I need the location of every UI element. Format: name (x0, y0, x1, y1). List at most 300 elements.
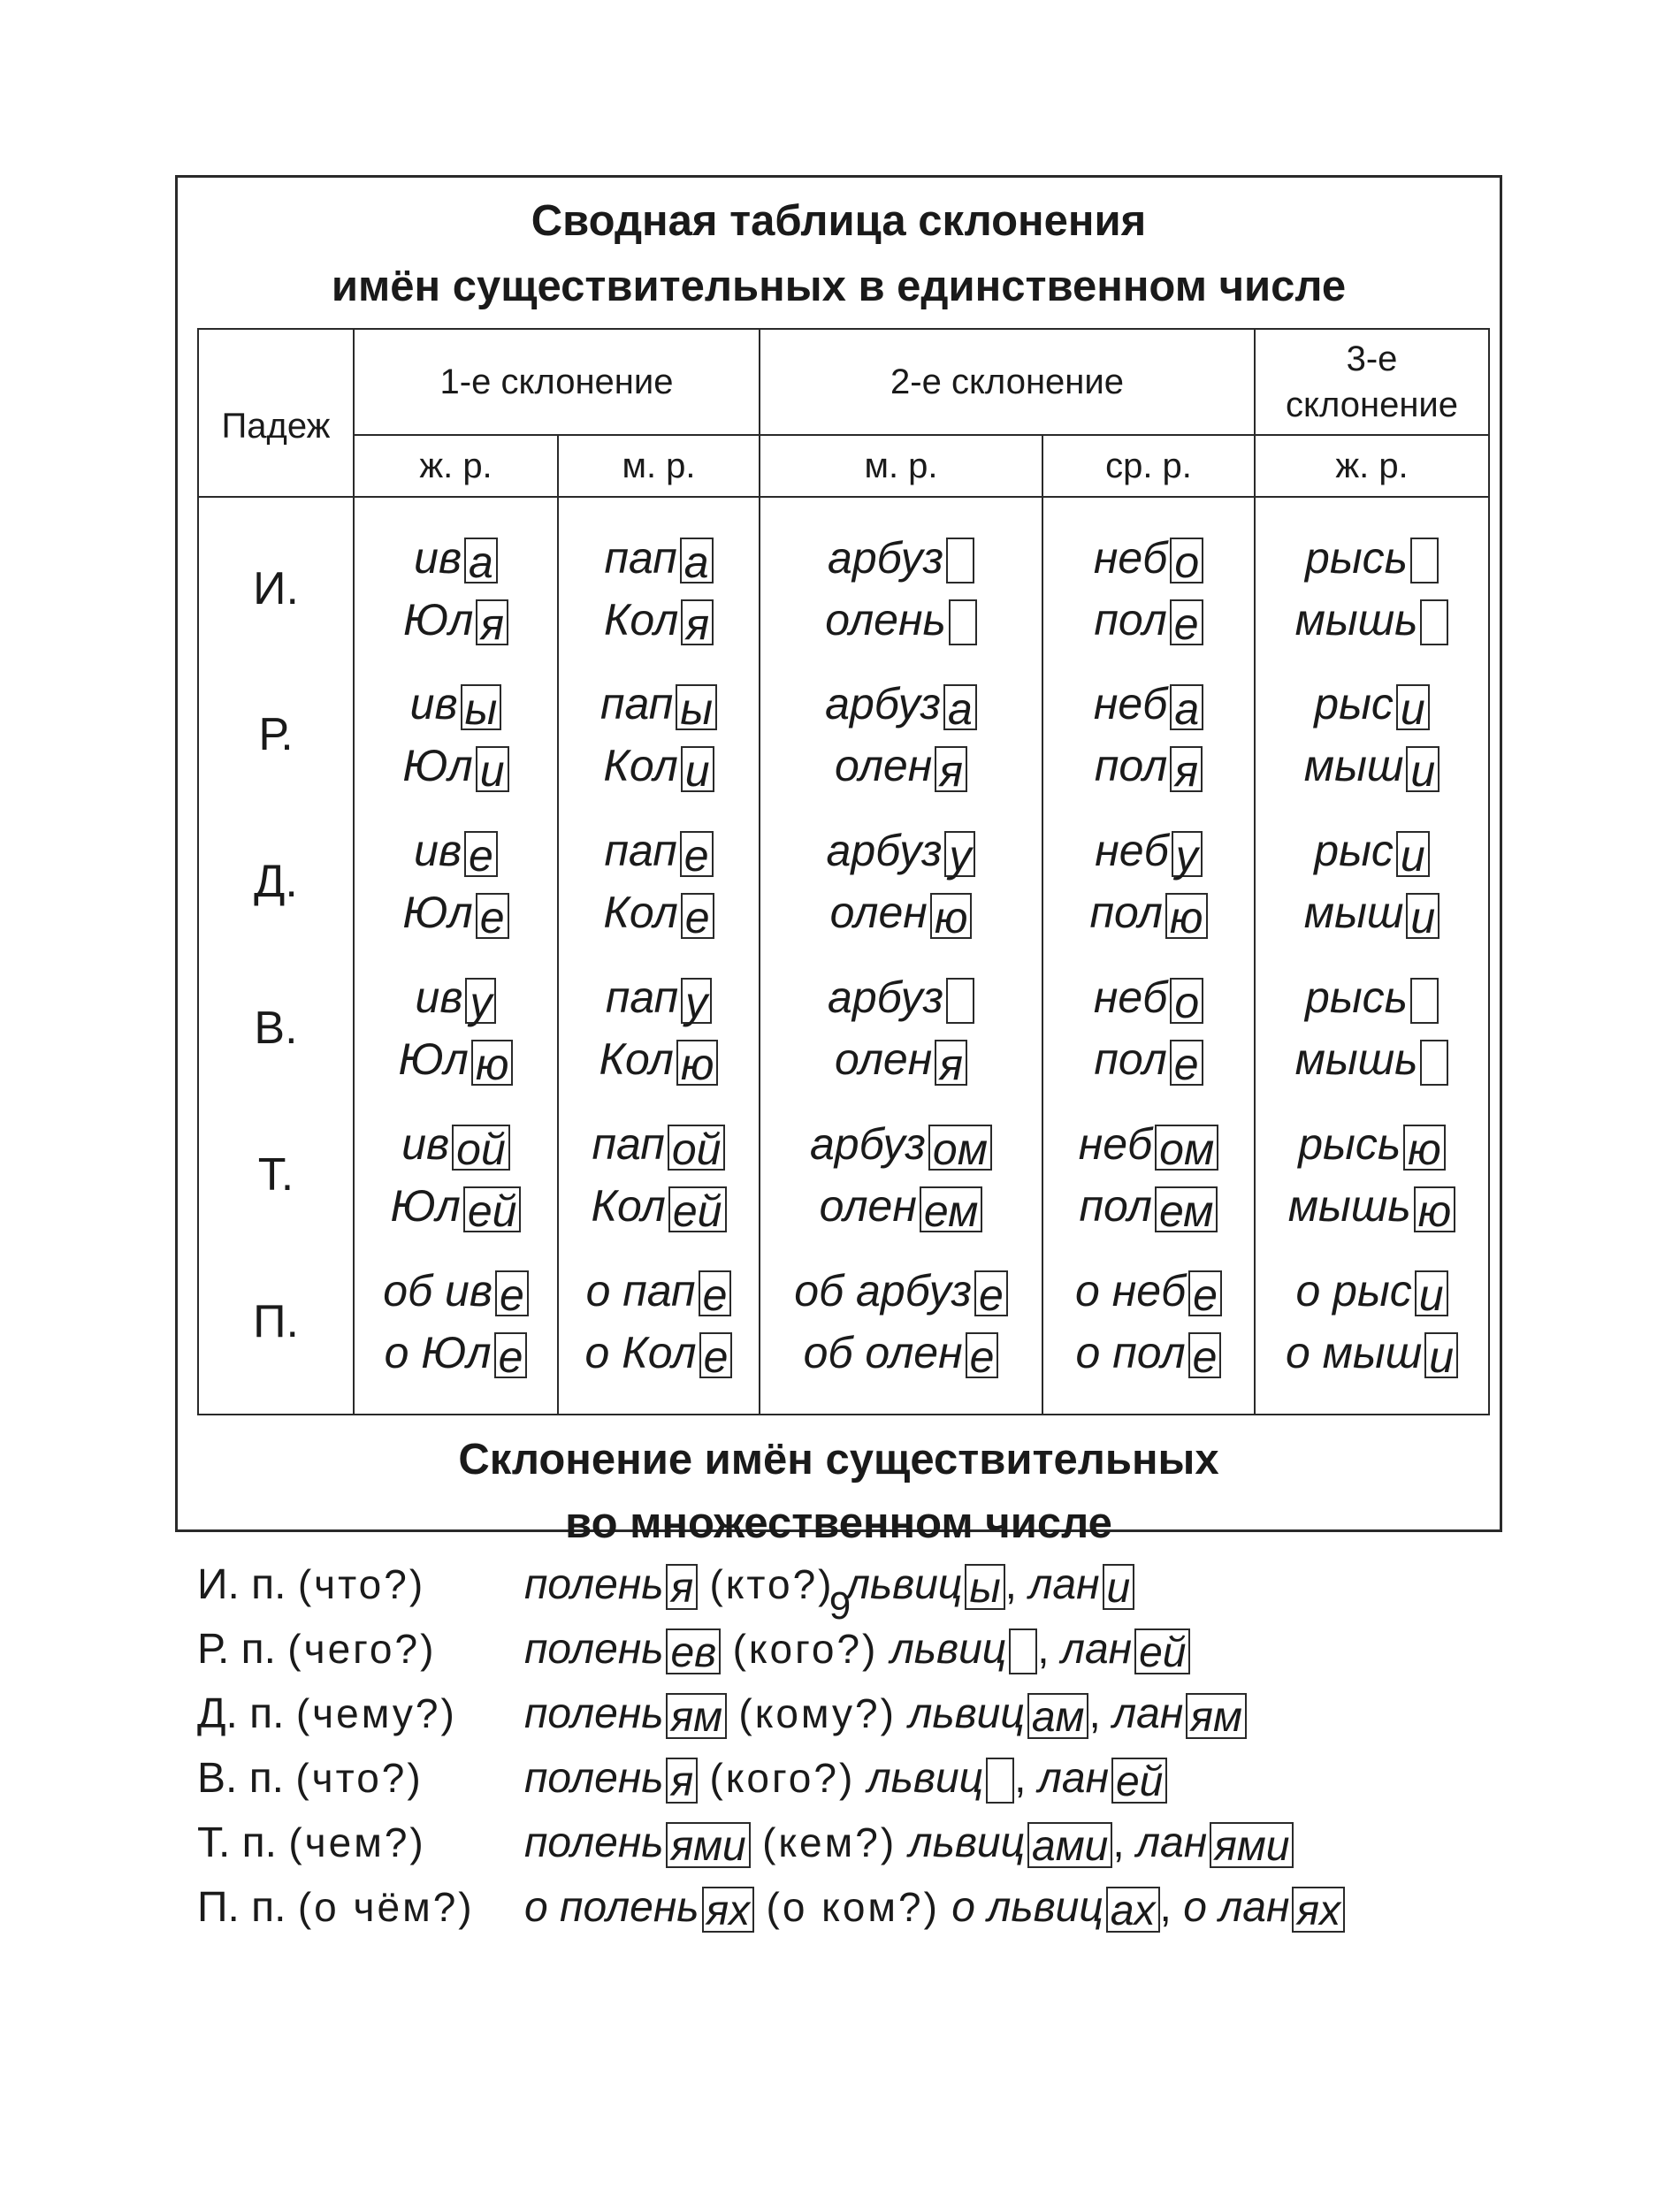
word-stem: о мыш (1285, 1327, 1423, 1377)
ending-box: е (1170, 1040, 1203, 1086)
table-title-line-2: имён существительных в единственном числе (331, 263, 1347, 310)
word-stem: арбуз (828, 972, 943, 1022)
declension-cell (354, 661, 558, 808)
ending-box: у (944, 831, 975, 877)
word-form (1256, 673, 1488, 735)
word-form (1256, 881, 1488, 943)
case-row (198, 955, 1489, 1102)
question: (кем?) (762, 1819, 897, 1865)
word-form (760, 1322, 1042, 1384)
ending-box: е (1188, 1270, 1222, 1316)
word-stem: пап (605, 972, 679, 1022)
case-row (198, 1248, 1489, 1415)
declension-cell (354, 1102, 558, 1248)
word-stem: мышь (1294, 594, 1418, 644)
declension-cell (760, 1248, 1042, 1415)
ending-box: ев (666, 1628, 721, 1674)
ending-box: а (680, 538, 714, 583)
word-form (760, 881, 1042, 943)
ending-box: ем (1155, 1186, 1218, 1232)
plural-case (197, 1875, 524, 1940)
word-form (355, 881, 557, 943)
ending-box: а (943, 684, 977, 730)
word-stem: львиц (845, 1561, 963, 1608)
ending-box: ей (1111, 1758, 1167, 1804)
ending-box: е (699, 1332, 733, 1378)
ending-box (986, 1758, 1014, 1804)
word-stem: мыш (1303, 741, 1404, 790)
ending-box: е (464, 831, 498, 877)
word-stem: пол (1089, 888, 1163, 937)
word-form (559, 1175, 759, 1237)
case-abbr: Д. п. (197, 1690, 285, 1737)
word-form (760, 589, 1042, 651)
word-stem: полень (524, 1755, 664, 1802)
word-stem: олен (835, 1034, 933, 1084)
ending-box: я (476, 599, 508, 645)
word-form (1256, 820, 1488, 881)
question: (что?) (297, 1561, 426, 1607)
plural-row: И. п. (что?) полень я (кто?) львиц ы , лан и (197, 1552, 1345, 1617)
word-stem: неб (1093, 532, 1168, 583)
word-form (355, 1175, 557, 1237)
ending-box: е (681, 893, 714, 939)
ending-box: ами (1027, 1822, 1112, 1868)
word-form (908, 1819, 1113, 1871)
word-form (559, 527, 759, 589)
case-label: И. (198, 497, 354, 661)
gender-header: м. р. (760, 435, 1042, 497)
word-form (524, 1690, 727, 1742)
word-form (1043, 1113, 1254, 1175)
word-form (1043, 1322, 1254, 1384)
word-stem: ив (414, 826, 462, 875)
word-stem: Кол (591, 1181, 666, 1231)
case-abbr: П. п. (197, 1884, 286, 1931)
word-stem: мыш (1303, 888, 1404, 937)
question: (чем?) (288, 1819, 426, 1865)
word-stem: ив (409, 679, 458, 728)
ending-box: ом (1155, 1125, 1218, 1171)
word-form (1256, 1322, 1488, 1384)
ending-box: ах (1106, 1887, 1160, 1933)
declension-cell (1255, 497, 1489, 661)
declension-cell (760, 1102, 1042, 1248)
word-stem: о лан (1183, 1884, 1290, 1931)
word-form (1183, 1884, 1345, 1935)
ending-box: и (1415, 1270, 1448, 1316)
header-declension-3-line2: склонение (1286, 385, 1458, 424)
ending-box: ам (1027, 1693, 1089, 1739)
ending-box: я (666, 1564, 698, 1610)
word-stem: неб (1078, 1119, 1153, 1169)
word-form (1256, 1175, 1488, 1237)
word-form (1256, 735, 1488, 797)
ending-box: и (476, 746, 509, 792)
word-stem: львиц (867, 1755, 984, 1802)
word-form (355, 589, 557, 651)
word-stem: Кол (603, 594, 679, 644)
gender-header: ж. р. (354, 435, 558, 497)
declension-cell (1255, 955, 1489, 1102)
ending-box (946, 978, 974, 1024)
declension-cell (760, 661, 1042, 808)
word-stem: пап (604, 826, 677, 875)
word-form (1043, 589, 1254, 651)
plural-row: В. п. (что?) полень я (кого?) львиц , лан ей (197, 1746, 1345, 1811)
page-frame (175, 175, 1502, 1935)
case-abbr: В. п. (197, 1755, 285, 1802)
word-stem: лан (1028, 1561, 1100, 1608)
ending-box: у (681, 978, 712, 1024)
word-form (760, 1260, 1042, 1322)
ending-box: у (1172, 831, 1203, 877)
word-form (524, 1884, 754, 1935)
word-stem: рысь (1305, 532, 1408, 583)
declension-cell (1255, 1248, 1489, 1415)
word-stem: о пап (585, 1265, 696, 1316)
declension-cell (760, 497, 1042, 661)
word-form (760, 735, 1042, 797)
case-row (198, 497, 1489, 661)
word-form (1043, 966, 1254, 1028)
word-form (1256, 589, 1488, 651)
gender-header: м. р. (558, 435, 760, 497)
ending-box: е (1170, 599, 1203, 645)
word-stem: ив (415, 972, 463, 1022)
ending-box: и (1396, 831, 1430, 877)
word-form (890, 1626, 1038, 1673)
word-form (1256, 966, 1488, 1028)
declension-cell (1042, 808, 1255, 955)
word-stem: лан (1135, 1819, 1208, 1866)
ending-box: е (966, 1332, 999, 1378)
word-stem: рыс (1314, 679, 1394, 728)
word-stem: пол (1094, 594, 1167, 644)
word-form (559, 1028, 759, 1090)
word-stem: пап (592, 1119, 665, 1169)
word-form (355, 527, 557, 589)
word-stem: об ив (383, 1265, 493, 1316)
word-form (1112, 1690, 1247, 1742)
plural-row: Т. п. (чем?) полень ями (кем?) львиц ами , лан ями (197, 1811, 1345, 1875)
word-form (1135, 1819, 1294, 1871)
declension-cell (558, 1102, 760, 1248)
page-number: 9 (829, 1584, 851, 1628)
ending-box: ях (702, 1887, 755, 1933)
word-form (760, 527, 1042, 589)
plural-case (197, 1682, 524, 1746)
word-form (524, 1626, 721, 1677)
word-stem: об арбуз (794, 1265, 972, 1316)
declension-cell (354, 497, 558, 661)
word-form (559, 1322, 759, 1384)
word-stem: мышь (1287, 1181, 1411, 1231)
word-form (1037, 1755, 1168, 1806)
word-form (760, 966, 1042, 1028)
ending-box: е (1188, 1332, 1222, 1378)
ending-box: я (935, 1040, 967, 1086)
word-form (1043, 1260, 1254, 1322)
word-form (559, 881, 759, 943)
word-form (355, 966, 557, 1028)
word-form (524, 1819, 751, 1871)
plural-row: Д. п. (чему?) полень ям (кому?) львиц ам , лан ям (197, 1682, 1345, 1746)
ending-box: я (681, 599, 714, 645)
word-form (1043, 1175, 1254, 1237)
ending-box (946, 538, 974, 583)
ending-box: а (464, 538, 498, 583)
plural-title-line-1: Склонение имён существительных (458, 1436, 1219, 1483)
word-form (1256, 1260, 1488, 1322)
word-stem: о полень (524, 1884, 699, 1931)
ending-box: ю (930, 893, 973, 939)
ending-box: ю (1403, 1125, 1446, 1171)
question: (чего?) (287, 1626, 437, 1672)
plural-title-line-2: во множественном числе (565, 1499, 1112, 1547)
word-stem: олень (825, 594, 946, 644)
word-stem: олен (835, 741, 933, 790)
ending-box: ы (676, 684, 717, 730)
word-form (867, 1755, 1015, 1802)
ending-box: ях (1292, 1887, 1345, 1933)
ending-box: о (1170, 538, 1203, 583)
ending-box: ю (676, 1040, 719, 1086)
declension-cell (1042, 955, 1255, 1102)
word-form (355, 735, 557, 797)
header-declension-2: 2-е склонение (760, 329, 1255, 435)
word-stem: олен (819, 1181, 917, 1231)
case-abbr: И. п. (197, 1561, 286, 1608)
declension-cell (1255, 808, 1489, 955)
ending-box (1410, 538, 1439, 583)
ending-box: ом (928, 1125, 992, 1171)
word-stem: Юл (402, 594, 474, 644)
word-form (355, 673, 557, 735)
ending-box (1009, 1628, 1037, 1674)
case-row (198, 661, 1489, 808)
header-declension-3-line1: 3-е (1346, 339, 1398, 378)
word-stem: о Кол (584, 1327, 697, 1377)
word-stem: Юл (402, 888, 473, 937)
ending-box: ы (461, 684, 502, 730)
ending-box: е (494, 1332, 528, 1378)
question: (кто?) (709, 1561, 835, 1607)
plural-case (197, 1746, 524, 1811)
ending-box: я (935, 746, 967, 792)
case-label: П. (198, 1248, 354, 1415)
question: (что?) (295, 1755, 424, 1801)
ending-box: у (465, 978, 496, 1024)
word-stem: львиц (908, 1690, 1025, 1737)
word-form (951, 1884, 1159, 1935)
word-form (559, 820, 759, 881)
declension-cell (1042, 497, 1255, 661)
case-label: Т. (198, 1102, 354, 1248)
ending-box: ей (1134, 1628, 1190, 1674)
word-stem: львиц (890, 1626, 1007, 1673)
declension-cell (558, 1248, 760, 1415)
ending-box: ой (668, 1125, 726, 1171)
word-stem: львиц (908, 1819, 1026, 1866)
declension-cell (558, 497, 760, 661)
case-abbr: Т. п. (197, 1819, 277, 1866)
word-stem: Юл (390, 1181, 461, 1231)
word-form (760, 673, 1042, 735)
ending-box (1420, 599, 1448, 645)
ending-box: и (681, 746, 714, 792)
word-form (355, 1113, 557, 1175)
ending-box: ям (1186, 1693, 1247, 1739)
word-stem: Кол (599, 1034, 674, 1084)
word-stem: пап (599, 679, 674, 728)
declension-cell (1042, 1248, 1255, 1415)
ending-box: и (1406, 893, 1439, 939)
question: (кого?) (732, 1626, 879, 1672)
case-row (198, 1102, 1489, 1248)
table-title-line-1: Сводная таблица склонения (531, 197, 1147, 245)
declension-cell (558, 955, 760, 1102)
word-form (559, 966, 759, 1028)
word-stem: ив (414, 532, 462, 583)
ending-box: и (1406, 746, 1439, 792)
word-stem: неб (1095, 826, 1169, 875)
word-stem: рысь (1298, 1119, 1401, 1169)
ending-box: е (974, 1270, 1008, 1316)
word-form (760, 1175, 1042, 1237)
word-stem: арбуз (826, 826, 943, 875)
word-stem: лан (1112, 1690, 1184, 1737)
ending-box: ям (666, 1693, 727, 1739)
word-stem: об олен (803, 1327, 963, 1377)
word-stem: Юл (402, 741, 473, 790)
word-stem: полень (524, 1626, 664, 1673)
declension-cell (1042, 1102, 1255, 1248)
word-form (908, 1690, 1088, 1742)
plural-row: П. п. (о чём?) о полень ях (о ком?) о львиц ах , о лан ях (197, 1875, 1345, 1940)
case-abbr: Р. п. (197, 1626, 276, 1673)
declension-cell (558, 808, 760, 955)
declension-cell (760, 808, 1042, 955)
declension-cell (558, 661, 760, 808)
ending-box: е (699, 1270, 732, 1316)
word-stem: Юл (398, 1034, 469, 1084)
word-stem: лан (1037, 1755, 1109, 1802)
word-stem: о пол (1075, 1327, 1186, 1377)
declension-cell (354, 1248, 558, 1415)
word-form (559, 589, 759, 651)
declension-body (198, 497, 1489, 1415)
case-label: Р. (198, 661, 354, 808)
declension-table (197, 328, 1490, 1415)
word-form (1043, 881, 1254, 943)
ending-box: я (666, 1758, 698, 1804)
word-stem: о рыс (1295, 1265, 1412, 1316)
ending-box: ю (1165, 893, 1208, 939)
word-stem: ив (401, 1119, 450, 1169)
word-stem: о Юл (384, 1327, 492, 1377)
word-form (524, 1755, 698, 1806)
ending-box: и (1103, 1564, 1135, 1610)
word-form (1256, 527, 1488, 589)
ending-box: е (476, 893, 509, 939)
case-label: В. (198, 955, 354, 1102)
word-stem: Кол (603, 741, 678, 790)
ending-box: ями (666, 1822, 750, 1868)
ending-box: ями (1210, 1822, 1294, 1868)
word-form (1256, 1113, 1488, 1175)
word-form (559, 735, 759, 797)
word-form (760, 820, 1042, 881)
question: (о ком?) (766, 1884, 940, 1930)
ending-box: ой (452, 1125, 510, 1171)
question: (о чём?) (297, 1884, 475, 1930)
ending-box: о (1170, 978, 1203, 1024)
word-form (355, 1028, 557, 1090)
word-form (760, 1028, 1042, 1090)
ending-box: я (1170, 746, 1203, 792)
ending-box: ей (463, 1186, 522, 1232)
ending-box: ю (471, 1040, 514, 1086)
word-stem: арбуз (810, 1119, 926, 1169)
word-stem: о неб (1075, 1265, 1187, 1316)
declension-cell (354, 808, 558, 955)
question: (чему?) (295, 1690, 457, 1736)
header-case: Падеж (198, 329, 354, 497)
ending-box: и (1424, 1332, 1458, 1378)
word-stem: арбуз (825, 679, 942, 728)
word-stem: арбуз (828, 532, 943, 583)
question: (кого?) (709, 1755, 856, 1801)
ending-box: е (495, 1270, 529, 1316)
word-form (760, 1113, 1042, 1175)
ending-box (949, 599, 977, 645)
word-form (1060, 1626, 1191, 1677)
word-stem: олен (829, 888, 928, 937)
gender-header: ж. р. (1255, 435, 1489, 497)
word-stem: рысь (1305, 972, 1408, 1022)
word-stem: рыс (1314, 826, 1394, 875)
word-form (355, 1322, 557, 1384)
ending-box (1420, 1040, 1448, 1086)
word-form (1256, 1028, 1488, 1090)
ending-box: ем (920, 1186, 983, 1232)
declension-cell (1255, 661, 1489, 808)
word-stem: мышь (1294, 1034, 1418, 1084)
ending-box: а (1170, 684, 1203, 730)
header-declension-3 (1255, 329, 1489, 435)
word-form (1043, 735, 1254, 797)
word-stem: Кол (603, 888, 678, 937)
declension-cell (1042, 661, 1255, 808)
case-label: Д. (198, 808, 354, 955)
declension-cell (760, 955, 1042, 1102)
word-stem: пол (1079, 1181, 1152, 1231)
ending-box: и (1396, 684, 1430, 730)
word-form (355, 1260, 557, 1322)
ending-box: е (680, 831, 714, 877)
ending-box: ю (1414, 1186, 1456, 1232)
word-stem: пол (1094, 741, 1168, 790)
word-stem: полень (524, 1690, 664, 1737)
word-stem: пап (604, 532, 677, 583)
word-form (559, 1260, 759, 1322)
ending-box: ей (668, 1186, 727, 1232)
declension-cell (1255, 1102, 1489, 1248)
word-form (559, 1113, 759, 1175)
word-stem: о львиц (951, 1884, 1103, 1931)
header-declension-1: 1-е склонение (354, 329, 760, 435)
